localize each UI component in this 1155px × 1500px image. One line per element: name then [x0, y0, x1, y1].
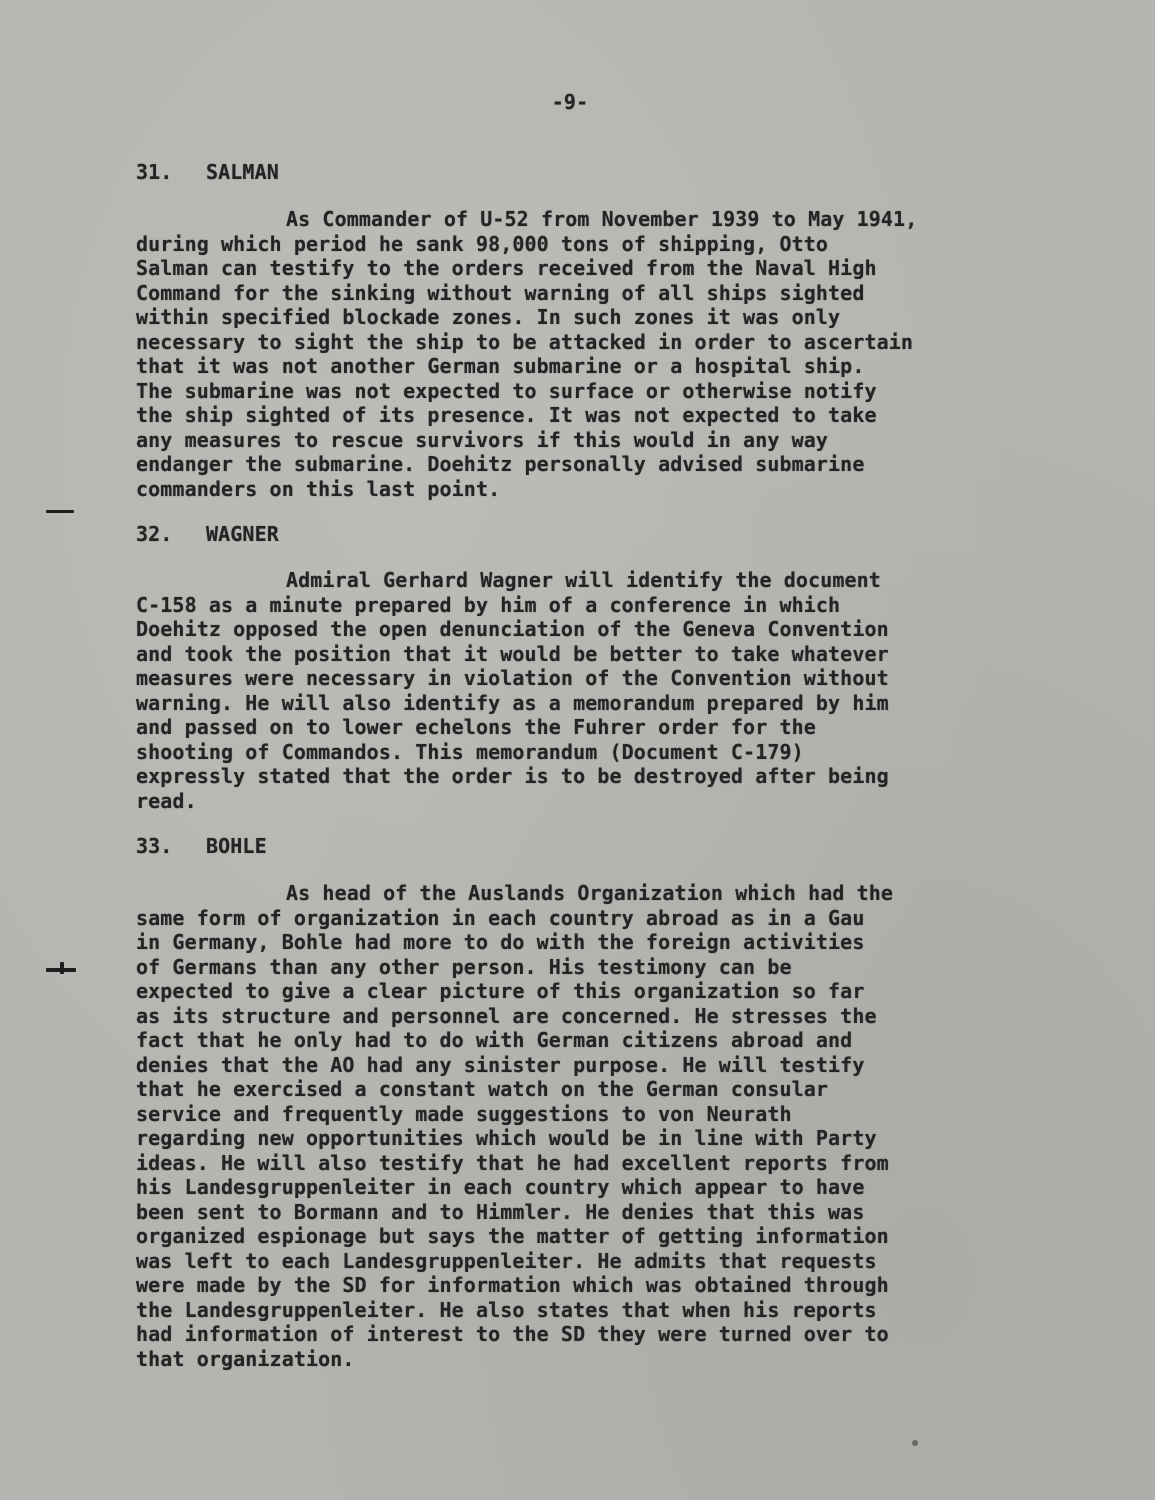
- text-line: As Commander of U-52 from November 1939 to May 1941,: [286, 207, 918, 231]
- section-number: 33.: [136, 834, 173, 858]
- text-line: expressly stated that the order is to be destroyed after being: [136, 764, 889, 788]
- text-line: read.: [136, 788, 197, 813]
- margin-mark: [60, 962, 64, 974]
- text-line: his Landesgruppenleiter in each country which appear to have: [136, 1175, 865, 1199]
- text-line: endanger the submarine. Doehitz personally advised submarine: [136, 452, 865, 476]
- text-line: C-158 as a minute prepared by him of a conference in which: [136, 592, 841, 617]
- text-line: had information of interest to the SD they were turned over to: [136, 1322, 889, 1346]
- text-line: of Germans than any other person. His testimony can be: [136, 954, 792, 979]
- text-line: was left to each Landesgruppenleiter. He admits that requests: [136, 1248, 877, 1273]
- text-line: during which period he sank 98,000 tons of shipping, Otto: [136, 231, 829, 256]
- text-line: Admiral Gerhard Wagner will identify the document: [286, 568, 881, 592]
- text-line: within specified blockade zones. In such zones it was only: [136, 305, 841, 329]
- section-name: BOHLE: [206, 834, 267, 858]
- text-line: same form of organization in each country abroad as in a Gau: [136, 905, 865, 930]
- section-body-wagner: [136, 568, 1041, 813]
- text-line: fact that he only had to do with German citizens abroad and: [136, 1028, 853, 1052]
- margin-mark: [46, 510, 74, 513]
- text-line: organized espionage but says the matter of getting information: [136, 1224, 889, 1248]
- text-line: measures were necessary in violation of the Convention without: [136, 666, 889, 690]
- text-line: and took the position that it would be better to take whatever: [136, 641, 889, 666]
- text-line: shooting of Commandos. This memorandum (Document C-179): [136, 739, 804, 764]
- text-line: the ship sighted of its presence. It was not expected to take: [136, 403, 877, 427]
- section-number: 32.: [136, 522, 173, 546]
- text-line: Salman can testify to the orders received from the Naval High: [136, 256, 877, 280]
- section-body-salman: [136, 207, 1041, 501]
- text-line: warning. He will also identify as a memorandum prepared by him: [136, 690, 889, 715]
- text-line: that organization.: [136, 1346, 355, 1371]
- section-name: SALMAN: [206, 160, 279, 184]
- text-line: the Landesgruppenleiter. He also states that when his reports: [136, 1297, 877, 1322]
- text-line: regarding new opportunities which would be in line with Party: [136, 1126, 877, 1150]
- text-line: The submarine was not expected to surface or otherwise notify: [136, 378, 877, 403]
- text-line: that it was not another German submarine or a hospital ship.: [136, 354, 865, 378]
- text-line: ideas. He will also testify that he had excellent reports from: [136, 1150, 889, 1175]
- section-heading-bohle: [136, 834, 267, 858]
- text-line: necessary to sight the ship to be attacked in order to ascertain: [136, 329, 914, 354]
- section-heading-salman: [136, 160, 279, 184]
- text-line: expected to give a clear picture of this organization so far: [136, 979, 865, 1003]
- section-name: WAGNER: [206, 522, 279, 546]
- text-line: service and frequently made suggestions to von Neurath: [136, 1101, 792, 1126]
- text-line: as its structure and personnel are concerned. He stresses the: [136, 1003, 877, 1028]
- text-line: commanders on this last point.: [136, 476, 501, 501]
- text-line: Command for the sinking without warning of all ships sighted: [136, 280, 865, 305]
- text-line: denies that the AO had any sinister purpose. He will testify: [136, 1052, 865, 1077]
- text-line: any measures to rescue survivors if this would in any way: [136, 427, 829, 452]
- page-number: -9-: [551, 90, 589, 114]
- text-line: Doehitz opposed the open denunciation of the Geneva Convention: [136, 617, 889, 641]
- section-heading-wagner: [136, 522, 279, 546]
- text-line: As head of the Auslands Organization which had the: [286, 881, 894, 905]
- text-line: in Germany, Bohle had more to do with the foreign activities: [136, 930, 865, 954]
- text-line: and passed on to lower echelons the Fuhrer order for the: [136, 715, 816, 739]
- section-body-bohle: [136, 881, 1041, 1371]
- section-number: 31.: [136, 160, 173, 184]
- text-line: been sent to Bormann and to Himmler. He denies that this was: [136, 1199, 865, 1224]
- text-line: that he exercised a constant watch on the German consular: [136, 1077, 829, 1101]
- text-line: were made by the SD for information which was obtained through: [136, 1273, 889, 1297]
- paper-speck: [912, 1440, 918, 1446]
